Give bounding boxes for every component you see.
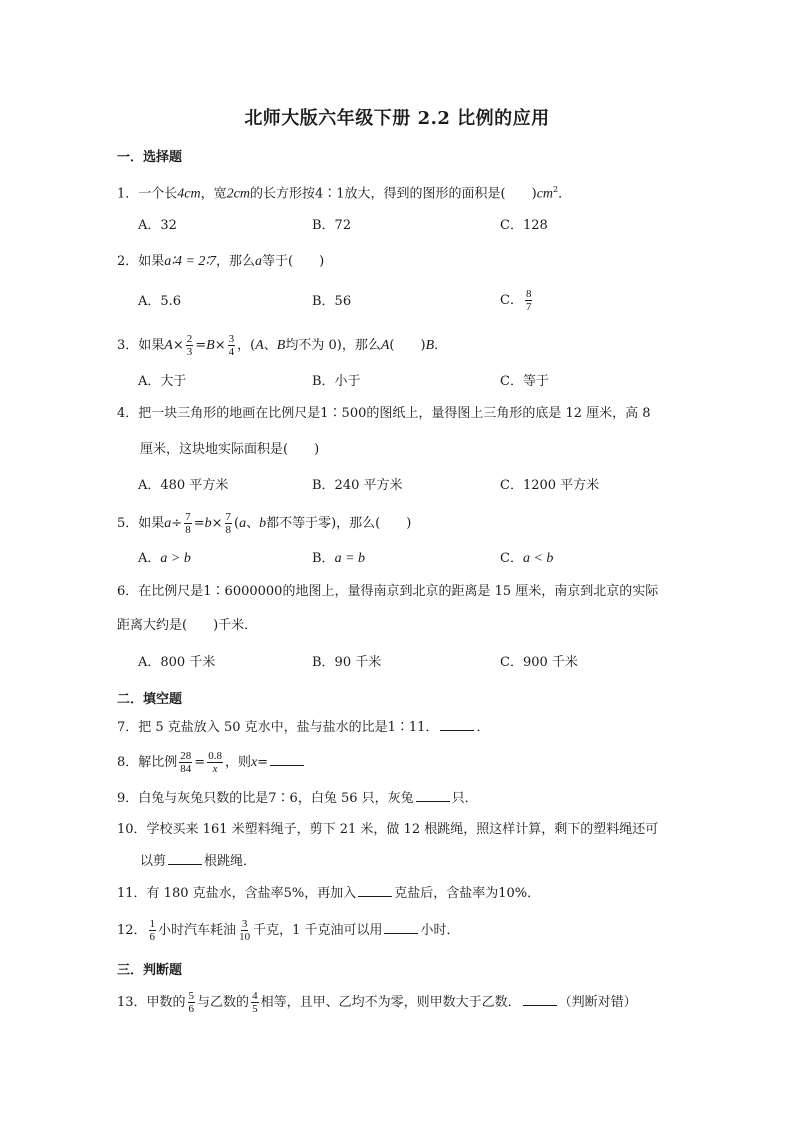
question-number: 3． [117,338,139,353]
math-var: B [206,338,215,353]
question-text: 11．有 180 克盐水，含盐率5%，再加入 [117,886,357,901]
question-text: ，( [237,338,256,353]
math-var: b [204,516,212,531]
question-7 [117,718,489,738]
math-op: × [211,516,223,531]
option-label: B． [312,551,335,566]
question-text: 克盐后，含盐率为10%． [394,886,541,901]
question-2 [117,252,324,272]
question-text: 相等，且甲、乙均不为零，则甲数大于乙数． [260,995,521,1010]
math-op: × [214,338,226,353]
question-text: 厘米，这块地实际面积是( [140,442,289,457]
question-text: 如果 [138,338,165,353]
option-label: C． [500,551,523,566]
math-var: B [425,338,435,353]
question-text: ) [314,442,320,457]
question-text: ) [319,254,325,269]
option-c[interactable]: C．1200 平方米 [500,478,600,493]
fraction: $\frac{7}{8}$ [185,511,191,536]
section-heading-choice: 一．选择题 [117,150,183,165]
option-b[interactable]: B．72 [312,218,352,233]
question-text: ． [434,338,448,353]
question-text: ) [420,338,426,353]
option-c[interactable]: C．等于 [500,374,549,389]
fraction: $\frac{2}{3}$ [186,333,193,358]
question-text: ，宽 [200,186,227,202]
question-text: ． [476,720,490,735]
question-3 [117,333,447,358]
question-9 [117,789,478,809]
question-text: 根跳绳． [204,854,257,869]
question-text: 7．把 5 克盐放入 50 克水中，盐与盐水的比是1∶11． [117,720,439,735]
math-expr: a > b [160,551,191,566]
question-text: 、 [246,516,260,531]
math-var: A [380,338,390,353]
option-a[interactable]: A．480 平方米 [138,478,229,493]
question-number: 5． [117,516,139,531]
math-expr: a∶4 = 2∶7 [164,254,217,269]
question-text: 均不为 0)，那么 [285,338,381,353]
question-number: 1． [117,186,139,202]
math-expr: cm [536,186,554,202]
question-text: 如果 [138,516,165,531]
option-b[interactable]: B．90 千米 [312,655,382,670]
fraction: $\frac{8}{7}$ [525,288,532,313]
math-var: x [250,755,258,770]
option-b[interactable]: B．56 [312,294,352,309]
answer-blank[interactable] [168,852,202,865]
option-label: C． [500,293,523,308]
fraction: $\frac{4}{5}$ [252,990,258,1015]
question-5 [117,511,411,536]
math-op: = [194,755,206,770]
option-a[interactable]: A．大于 [138,374,187,389]
math-expr: a = b [334,551,366,566]
fraction: $\frac{7}{8}$ [225,511,232,536]
question-text: 8．解比例 [117,755,178,770]
question-text: 都不等于零)，那么( [266,516,381,531]
question-text: 小时． [420,923,460,938]
question-text: ，那么 [216,254,256,269]
question-number: 2． [117,254,139,269]
option-a[interactable]: A．5.6 [138,294,182,309]
math-expr: 4∶1 [314,186,345,202]
question-text: 9．白兔与灰兔只数的比是7∶6，白兔 56 只，灰兔 [117,791,414,806]
question-text: （判断对错） [558,995,637,1010]
option-c[interactable]: C．128 [500,218,548,233]
option-a[interactable]: A．32 [138,218,177,233]
answer-blank[interactable] [416,789,450,802]
question-text: 千克，1 千克油可以用 [253,923,383,938]
answer-blank[interactable] [440,718,474,731]
question-text: 等于( [262,254,294,269]
question-text: ( [389,338,395,353]
option-label: A． [138,551,161,566]
question-text: 的长方形按 [249,186,315,202]
question-13 [117,990,637,1015]
answer-blank[interactable] [384,921,418,934]
question-text: 以剪 [140,854,167,869]
math-var: a [164,516,172,531]
section-heading-judge: 三．判断题 [117,963,183,978]
math-var: B [276,338,286,353]
option-b[interactable] [312,549,365,569]
math-expr: 4cm [177,186,201,202]
question-text: ) [531,186,537,202]
math-var: a [239,516,247,531]
question-text: )千米． [213,618,258,633]
question-text: 与乙数的 [197,995,250,1010]
answer-blank[interactable] [358,884,392,897]
question-text: 放大，得到的图形的面积是( [344,186,506,202]
question-number: 12． [117,923,147,938]
question-text: ． [558,186,572,202]
option-c[interactable]: C．900 千米 [500,655,578,670]
answer-blank[interactable] [523,993,557,1006]
question-text: 小时汽车耗油 [158,923,237,938]
question-text: ，则 [224,755,251,770]
question-4-line-1: 4．把一块三角形的地画在比例尺是1∶500的图纸上，量得图上三角形的底是 12 厘米，高 8 [117,406,651,421]
question-text: ) [406,516,412,531]
fraction: $\frac{1}{6}$ [149,918,156,943]
question-12 [117,918,459,943]
question-6-line-1: 6．在比例尺是1∶6000000的地图上，量得南京到北京的距离是 15 厘米，南京到北京的实际 [117,584,659,599]
question-6-line-2 [117,616,257,636]
page-title: 北师大版六年级下册 2.2 比例的应用 [244,108,550,129]
question-text: ( [234,516,240,531]
question-1 [117,180,571,204]
math-var: b [259,516,267,531]
math-op: = [193,516,205,531]
superscript: 2 [553,185,559,194]
fraction: $\frac{3}{4}$ [228,333,235,358]
fraction: $\frac{3}{10}$ [239,918,251,943]
math-op: = [257,755,269,770]
math-expr: a [255,254,263,269]
math-expr: a < b [522,551,554,566]
math-op: × [172,338,184,353]
question-10-line-1: 10．学校买来 161 米塑料绳子，剪下 21 米，做 12 根跳绳，照这样计算，剩下的塑料绳还可 [117,822,659,837]
option-a[interactable]: A．800 千米 [138,655,216,670]
option-b[interactable]: B．小于 [312,374,361,389]
question-text: 、 [263,338,277,353]
question-8 [117,750,306,775]
question-11 [117,884,540,904]
section-heading-fill: 二．填空题 [117,692,183,707]
fraction: $\frac{28}{84}$ [180,750,192,775]
question-4-line-2 [140,440,319,460]
question-text: 13．甲数的 [117,995,186,1010]
fraction: $\frac{5}{6}$ [188,990,195,1015]
math-var: A [164,338,173,353]
fraction: $\frac{0.8}{x}$ [208,750,222,775]
question-text: 距离大约是( [117,618,188,633]
math-var: A [255,338,264,353]
question-text: 如果 [138,254,165,269]
answer-blank[interactable] [270,753,304,766]
question-text: 只． [451,791,478,806]
math-op: = [195,338,207,353]
option-c[interactable] [500,549,553,569]
option-b[interactable]: B．240 平方米 [312,478,403,493]
math-expr: 2cm [226,186,250,202]
option-a[interactable] [138,549,191,569]
question-text: 一个长 [138,186,178,202]
question-10-line-2 [140,852,256,872]
math-op: ÷ [171,516,183,531]
option-c[interactable] [500,288,534,313]
